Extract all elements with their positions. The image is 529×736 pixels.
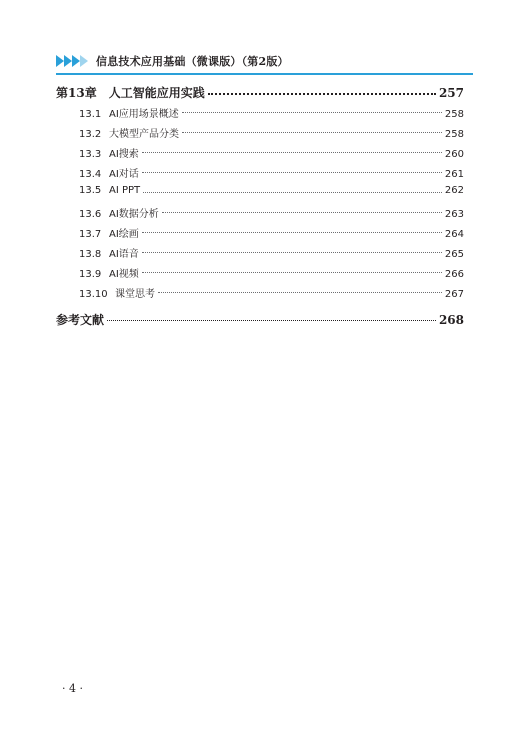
dot-leader [142,245,442,259]
chapter-title: 人工智能应用实践 [108,86,205,100]
section-number: 13.2 [79,129,102,140]
dot-leader [143,185,442,199]
section-number: 13.3 [79,149,102,160]
section-page: 261 [444,169,464,180]
section-page: 265 [444,249,464,260]
page-number: · 4 · [62,682,83,695]
section-title: AI视频 [109,269,139,280]
section-entry[interactable] [79,205,464,219]
book-title: 信息技术应用基础（微课版）（第2版） [96,55,289,68]
section-entry[interactable] [79,225,464,239]
section-page: 264 [444,229,464,240]
section-entry[interactable] [79,105,464,119]
dot-leader [142,265,442,279]
references-title: 参考文献 [56,313,105,327]
section-entry[interactable] [79,125,464,139]
dot-leader [182,105,442,119]
section-number: 13.5 [79,185,102,196]
references-page: 268 [438,313,464,327]
section-number: 13.4 [79,169,102,180]
section-page: 258 [444,109,464,120]
section-entry[interactable] [79,245,464,259]
dot-leader [107,313,436,327]
header-rule [56,73,473,75]
section-entry[interactable] [79,165,464,179]
section-number: 13.10 [79,289,108,300]
section-number: 13.8 [79,249,102,260]
running-header [56,51,473,71]
section-title: AI应用场景概述 [109,109,179,120]
section-page: 262 [444,185,464,196]
section-title: AI语音 [109,249,139,260]
section-page: 260 [444,149,464,160]
section-title: AI数据分析 [109,209,159,220]
arrow-marker-icon [56,54,90,68]
references-entry[interactable] [56,311,464,329]
section-title: AI搜索 [109,149,139,160]
section-page: 266 [444,269,464,280]
dot-leader [142,165,442,179]
dot-leader [182,125,442,139]
section-entry[interactable] [79,145,464,159]
section-title: AI PPT [109,185,141,196]
dot-leader [162,205,442,219]
section-entry[interactable] [79,285,464,299]
dot-leader [142,145,442,159]
section-number: 13.6 [79,209,102,220]
section-page: 267 [444,289,464,300]
section-title: AI绘画 [109,229,139,240]
dot-leader [208,86,436,100]
chapter-number: 第13章 [56,86,97,100]
chapter-entry[interactable] [56,84,464,102]
section-number: 13.7 [79,229,102,240]
section-page: 263 [444,209,464,220]
section-entry[interactable] [79,265,464,279]
section-title: 课堂思考 [115,289,155,300]
dot-leader [158,285,442,299]
section-entry[interactable] [79,185,464,199]
section-title: 大模型产品分类 [109,129,179,140]
section-title: AI对话 [109,169,139,180]
dot-leader [142,225,442,239]
section-number: 13.1 [79,109,102,120]
chapter-page: 257 [438,86,464,100]
section-page: 258 [444,129,464,140]
section-number: 13.9 [79,269,102,280]
